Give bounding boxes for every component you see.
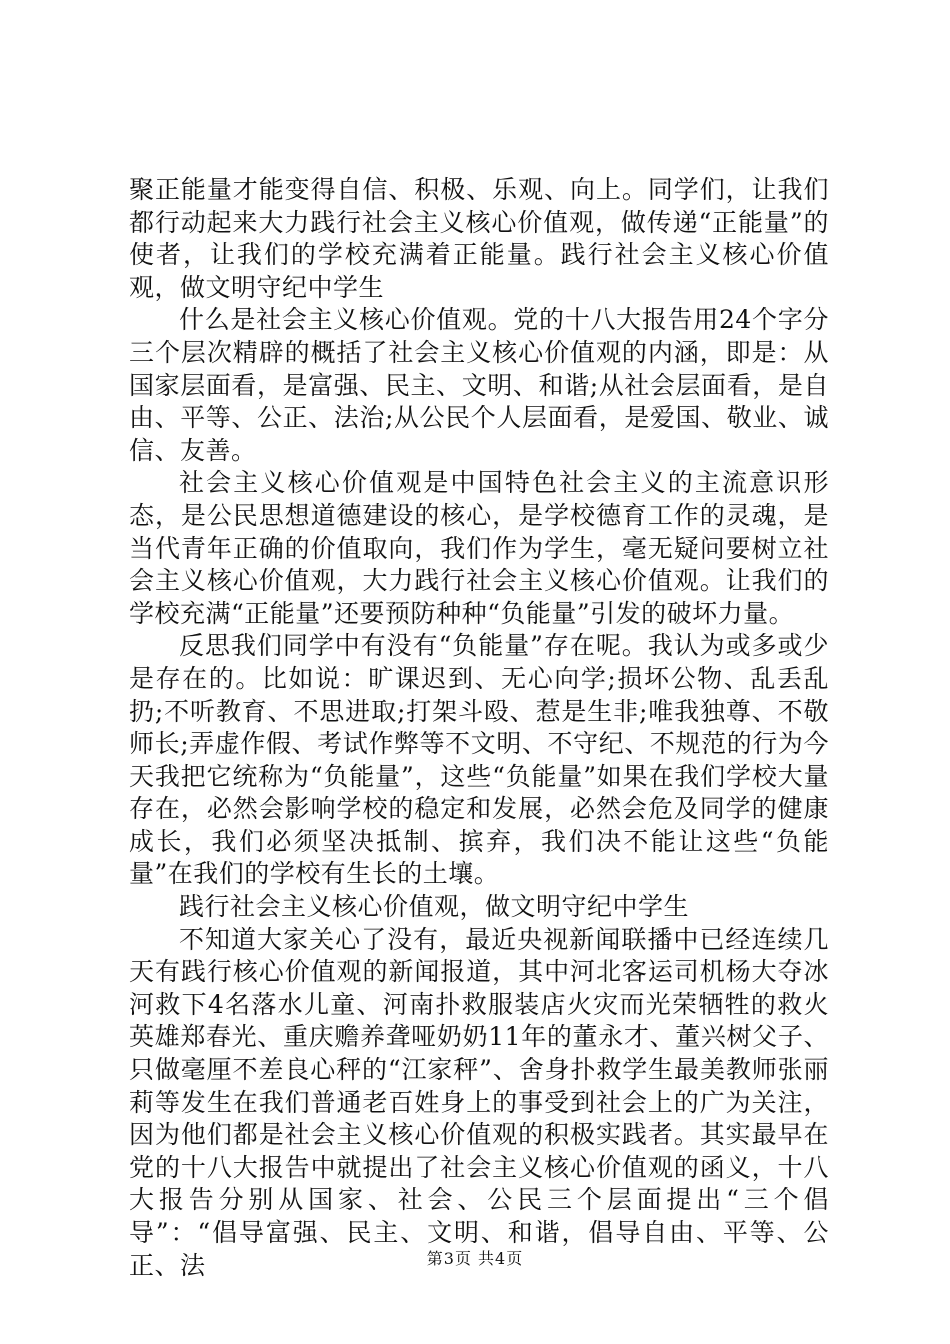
document-body: [129, 174, 829, 1282]
paragraph-1: 聚正能量才能变得自信、积极、乐观、向上。同学们，让我们都行动起来大力践行社会主义核心价值观，做传递“正能量”的使者，让我们的学校充满着正能量。践行社会主义核心价值观，做文明守纪中学生: [129, 175, 829, 302]
paragraph-2: 什么是社会主义核心价值观。党的十八大报告用24个字分三个层次精辟的概括了社会主义核心价值观的内涵，即是：从国家层面看，是富强、民主、文明、和谐;从社会层面看，是自由、平等、公正、法治;从公民个人层面看，是爱国、敬业、诚信、友善。: [129, 305, 829, 465]
paragraph-5: 不知道大家关心了没有，最近央视新闻联播中已经连续几天有践行核心价值观的新闻报道，其中河北客运司机杨大夺冰河救下4名落水儿童、河南扑救服装店火灾而光荣牺牲的救火英雄郑春光、重庆赡养聋哑奶奶11年的董永才、董兴树父子、只做毫厘不差良心秤的“江家秤”、舍身扑救学生最美教师张丽莉等发生在我们普通老百姓身上的事受到社会上的广为关注，因为他们都是社会主义核心价值观的积极实践者。其实最早在党的十八大报告中就提出了社会主义核心价值观的函义，十八大报告分别从国家、社会、公民三个层面提出“三个倡导”：“倡导富强、民主、文明、和谐，倡导自由、平等、公正、法: [129, 924, 829, 1280]
paragraph-4: 反思我们同学中有没有“负能量”存在呢。我认为或多或少是存在的。比如说：旷课迟到、无心向学;损坏公物、乱丢乱扔;不听教育、不思进取;打架斗殴、惹是生非;唯我独尊、不敬师长;弄虚作假、考试作弊等不文明、不守纪、不规范的行为今天我把它统称为“负能量”，这些“负能量”如果在我们学校大量存在，必然会影响学校的稳定和发展，必然会危及同学的健康成长，我们必须坚决抵制、摈弃，我们决不能让这些“负能量”在我们的学校有生长的土壤。: [129, 631, 829, 889]
page-number-footer: 第3页 共4页: [426, 1249, 524, 1268]
section-heading: 践行社会主义核心价值观，做文明守纪中学生: [179, 892, 690, 922]
paragraph-3: 社会主义核心价值观是中国特色社会主义的主流意识形态，是公民思想道德建设的核心，是学校德育工作的灵魂，是当代青年正确的价值取向，我们作为学生，毫无疑问要树立社会主义核心价值观，大力践行社会主义核心价值观。让我们的学校充满“正能量”还要预防种种“负能量”引发的破坏力量。: [129, 468, 829, 628]
